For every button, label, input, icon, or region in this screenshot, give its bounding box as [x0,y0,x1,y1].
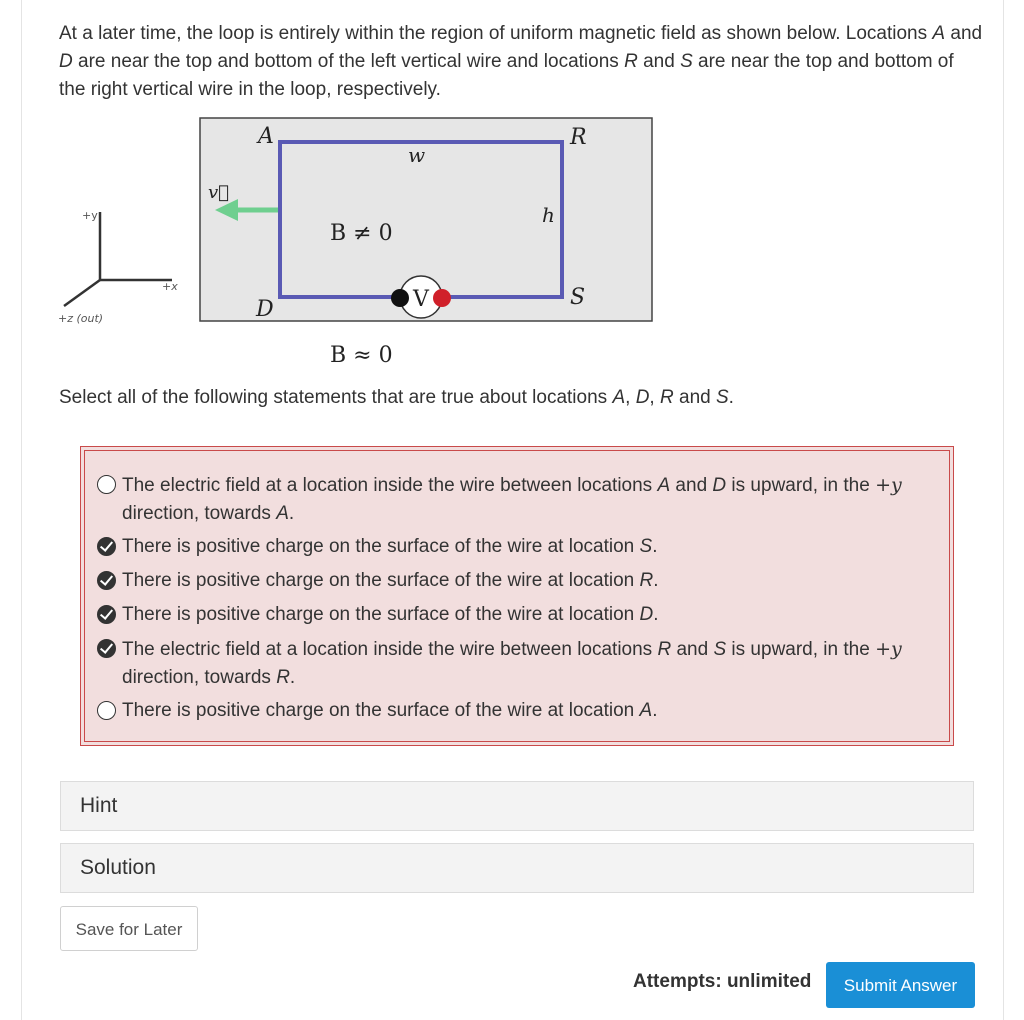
option-3-checkbox[interactable] [97,571,116,590]
label-S: S [570,285,586,310]
voltmeter-label: V [413,287,429,312]
answer-options-box [80,446,954,746]
option-3[interactable] [97,567,902,595]
option-2[interactable] [97,533,902,561]
option-6-text: There is positive charge on the surface of the wire at location A. [122,700,658,721]
option-1-checkbox[interactable] [97,475,116,494]
option-5-checkbox[interactable] [97,639,116,658]
axis-z-label: +z (out) [58,312,104,325]
attempts-label: Attempts: unlimited [633,971,812,992]
option-4-text: There is positive charge on the surface of the wire at location D. [122,604,659,625]
label-w: w [408,143,426,167]
axes-icon [58,209,178,325]
axis-y-label: +y [82,209,98,222]
solution-panel[interactable]: Solution [60,843,974,893]
question-intro: At a later time, the loop is entirely within the region of uniform magnetic field as shown below. Locations A and D are near the top and bottom of the left vertical wire and locations R and S are near the top and bottom of the right vertical wire in the loop, respectively. [59,23,983,100]
right-page-border [1003,0,1004,1020]
velocity-label: v⃗ [208,182,229,203]
option-3-text: There is positive charge on the surface of the wire at location R. [122,570,659,591]
option-1-text: The electric field at a location inside the wire between locations A and D is upward, in the +y direction, towards A. [122,474,902,524]
label-D: D [256,297,274,322]
option-5[interactable] [97,635,902,692]
option-1[interactable] [97,471,902,528]
option-4[interactable] [97,601,902,629]
field-inside-label: B ≠ 0 [330,221,393,246]
red-probe [433,289,451,307]
save-for-later-button[interactable]: Save for Later [60,906,198,951]
option-6[interactable] [97,697,902,725]
field-outside-label: B ≈ 0 [330,343,393,368]
left-page-border [21,0,22,1020]
axis-x-label: +x [162,280,178,293]
option-4-checkbox[interactable] [97,605,116,624]
label-h: h [542,203,555,227]
hint-panel[interactable]: Hint [60,781,974,831]
option-2-checkbox[interactable] [97,537,116,556]
option-5-text: The electric field at a location inside the wire between locations R and S is upward, in the +y direction, towards R. [122,638,902,688]
option-2-text: There is positive charge on the surface of the wire at location S. [122,536,658,557]
label-R: R [570,125,587,150]
question-prompt: Select all of the following statements that are true about locations A, D, R and S. [59,387,734,408]
label-A: A [258,124,274,149]
option-6-checkbox[interactable] [97,701,116,720]
loop-diagram [50,112,670,372]
submit-answer-button[interactable]: Submit Answer [826,962,975,1008]
black-probe [391,289,409,307]
